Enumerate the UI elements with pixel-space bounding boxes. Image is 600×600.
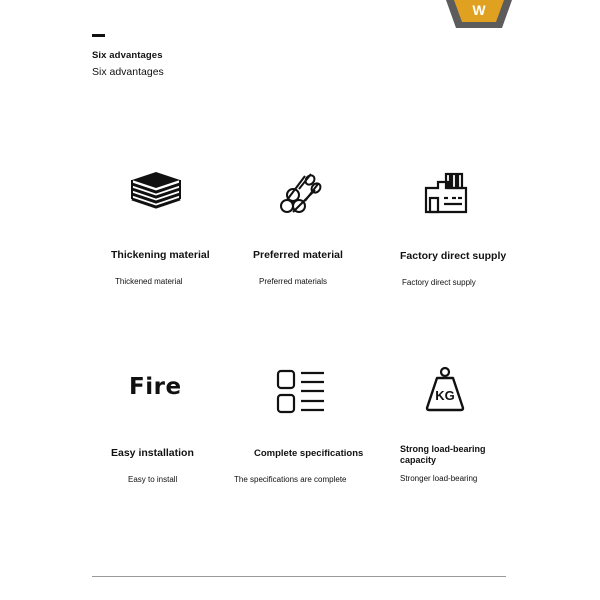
feature-title-load-bearing: Strong load-bearing capacity xyxy=(400,444,486,465)
feature-title-factory: Factory direct supply xyxy=(400,250,507,262)
feature-subtitle-factory: Factory direct supply xyxy=(402,278,476,287)
header-dash xyxy=(92,34,105,37)
feature-subtitle-installation: Easy to install xyxy=(128,475,178,484)
feature-subtitle-thickening: Thickened material xyxy=(115,277,183,286)
factory-icon xyxy=(424,172,468,214)
section-title: Six advantages xyxy=(92,50,163,61)
logo-letter: W xyxy=(472,2,486,18)
brand-logo xyxy=(444,0,514,30)
section-subtitle: Six advantages xyxy=(92,66,164,78)
weight-icon-label: KG xyxy=(435,388,455,403)
weight-icon xyxy=(423,366,467,412)
bottom-divider xyxy=(92,576,506,577)
feature-subtitle-load-bearing: Stronger load-bearing xyxy=(400,474,478,483)
feature-title-preferred: Preferred material xyxy=(253,249,343,261)
stacked-layers-icon xyxy=(130,170,182,212)
feature-title-specifications: Complete specifications xyxy=(254,448,364,459)
list-icon xyxy=(276,369,326,415)
fire-text-icon: Fire xyxy=(129,374,182,400)
feature-subtitle-specifications: The specifications are complete xyxy=(234,475,347,484)
feature-title-installation: Easy installation xyxy=(111,447,194,459)
pipes-icon xyxy=(278,172,322,214)
feature-title-thickening: Thickening material xyxy=(111,249,210,261)
feature-subtitle-preferred: Preferred materials xyxy=(259,277,328,286)
